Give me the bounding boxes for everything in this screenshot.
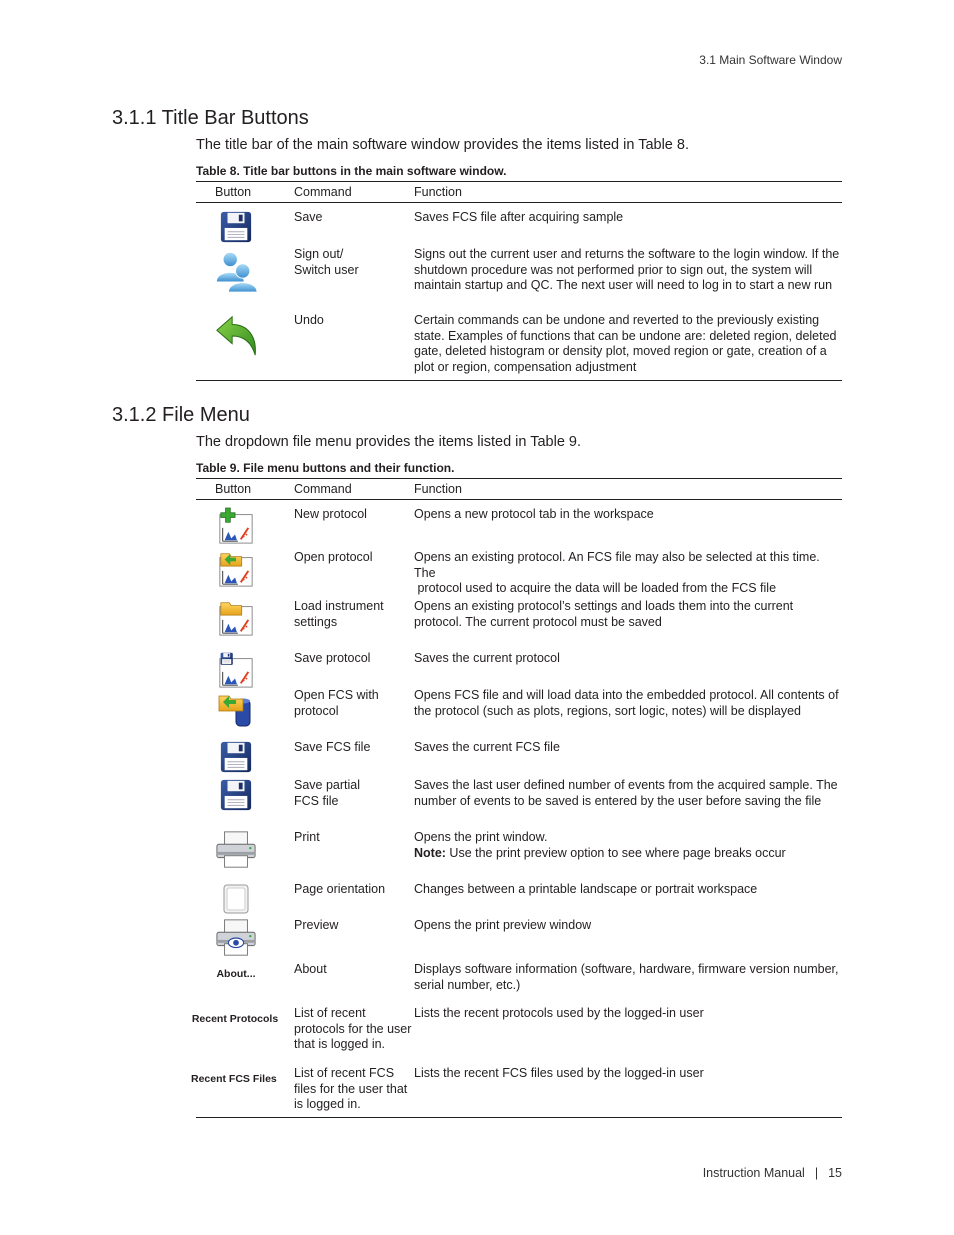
table-title-bar-buttons (196, 181, 842, 383)
section-heading-title-bar-buttons: 3.1.1 Title Bar Buttons (112, 107, 309, 129)
recent-protocols-button-label: Recent Protocols (191, 1013, 279, 1025)
new-protocol-icon (196, 507, 276, 545)
table-bottom-rule (196, 380, 842, 381)
open-protocol-icon (196, 550, 276, 588)
function-cell: Opens a new protocol tab in the workspace (414, 507, 654, 521)
function-cell: Signs out the current user and returns the software to the login window. If the shutdown procedure was not performed prior to sign out, the system will maintain startup and QC. The next user will need to log in to start a new run (414, 247, 840, 292)
footer-separator: | (814, 1166, 819, 1180)
command-cell: Page orientation (294, 882, 386, 896)
column-header-function: Function (414, 482, 462, 496)
section-heading-file-menu: 3.1.2 File Menu (112, 404, 250, 426)
function-text: Opens the print window. (414, 830, 548, 844)
floppy-disk-icon (196, 210, 276, 244)
column-header-function: Function (414, 185, 462, 199)
floppy-disk-icon (196, 740, 276, 774)
users-icon (196, 247, 276, 293)
footer-manual-title: Instruction Manual (702, 1166, 805, 1180)
command-cell: Preview (294, 918, 339, 932)
print-preview-icon (196, 918, 276, 958)
function-cell: Lists the recent protocols used by the logged-in user (414, 1006, 704, 1020)
section-intro-title-bar: The title bar of the main software window provides the items listed in Table 8. (196, 137, 689, 153)
page-orientation-icon (196, 882, 276, 916)
command-cell: List of recent FCS files for the user that is logged in. (294, 1066, 408, 1111)
about-button[interactable] (196, 966, 276, 983)
function-cell: Lists the recent FCS files used by the logged-in user (414, 1066, 704, 1080)
section-intro-file-menu: The dropdown file menu provides the items listed in Table 9. (196, 434, 582, 450)
function-cell: Saves the last user defined number of events from the acquired sample. The number of events to be saved is entered by the user before saving the file (414, 778, 838, 808)
command-cell: New protocol (294, 507, 367, 521)
command-cell: Sign out/ Switch user (294, 247, 359, 277)
column-header-command: Command (294, 482, 352, 496)
save-protocol-icon (196, 651, 276, 689)
table-bottom-rule (196, 1117, 842, 1118)
table-file-menu-buttons (191, 478, 842, 1120)
recent-protocols-button[interactable] (191, 1011, 279, 1028)
command-cell: Save (294, 210, 323, 224)
command-cell: Save protocol (294, 651, 371, 665)
command-cell: Save partial FCS file (294, 778, 361, 808)
note-text: Use the print preview option to see where page breaks occur (445, 845, 786, 860)
about-button-label: About... (216, 968, 256, 980)
table-caption-8: Table 8. Title bar buttons in the main software window. (196, 164, 507, 178)
function-cell (414, 830, 842, 861)
column-header-button: Button (215, 482, 252, 496)
function-cell: Opens the print preview window (414, 918, 592, 932)
function-cell: Saves the current protocol (414, 651, 560, 665)
function-cell: Changes between a printable landscape or portrait workspace (414, 882, 758, 896)
command-cell: About (294, 962, 327, 976)
note (414, 846, 842, 862)
table-caption-9: Table 9. File menu buttons and their function. (196, 461, 455, 475)
table-header (196, 478, 842, 500)
recent-fcs-files-button-label: Recent FCS Files (191, 1073, 277, 1085)
function-cell: Opens an existing protocol. An FCS file may also be selected at this time. The protocol used to acquire the data will be loaded from the FCS file (414, 550, 820, 595)
open-fcs-with-protocol-icon (196, 688, 276, 728)
undo-arrow-icon (196, 313, 276, 359)
function-cell: Opens an existing protocol’s settings and loads them into the current protocol. The current protocol must be saved (414, 599, 794, 629)
command-cell: Open FCS with protocol (294, 688, 379, 718)
recent-fcs-files-button[interactable] (191, 1071, 275, 1088)
command-cell: Print (294, 830, 320, 844)
function-cell: Displays software information (software, hardware, firmware version number, serial number, etc.) (414, 962, 839, 992)
table-header (196, 181, 842, 203)
load-instrument-settings-icon (196, 599, 276, 637)
command-cell: Undo (294, 313, 324, 327)
command-cell: Save FCS file (294, 740, 371, 754)
column-header-command: Command (294, 185, 352, 199)
function-cell: Saves FCS file after acquiring sample (414, 210, 624, 224)
function-cell: Opens FCS file and will load data into the embedded protocol. All contents of the protocol (such as plots, regions, sort logic, notes) will be displayed (414, 688, 839, 718)
page-number: 15 (828, 1166, 842, 1180)
floppy-disk-icon (196, 778, 276, 812)
page-footer (703, 1166, 842, 1180)
function-cell: Certain commands can be undone and reverted to the previously existing state. Examples of functions that can be undone are: deleted region, deleted gate, deleted histogram or density plot, moved region or gate, creation of a plot or region, compensation adjustment (414, 313, 837, 374)
column-header-button: Button (215, 185, 252, 199)
command-cell: List of recent protocols for the user that is logged in. (294, 1006, 412, 1051)
running-head: 3.1 Main Software Window (699, 53, 842, 67)
command-cell: Load instrument settings (294, 599, 384, 629)
command-cell: Open protocol (294, 550, 373, 564)
function-cell: Saves the current FCS file (414, 740, 560, 754)
printer-icon (196, 830, 276, 870)
note-label: Note: (414, 845, 446, 860)
